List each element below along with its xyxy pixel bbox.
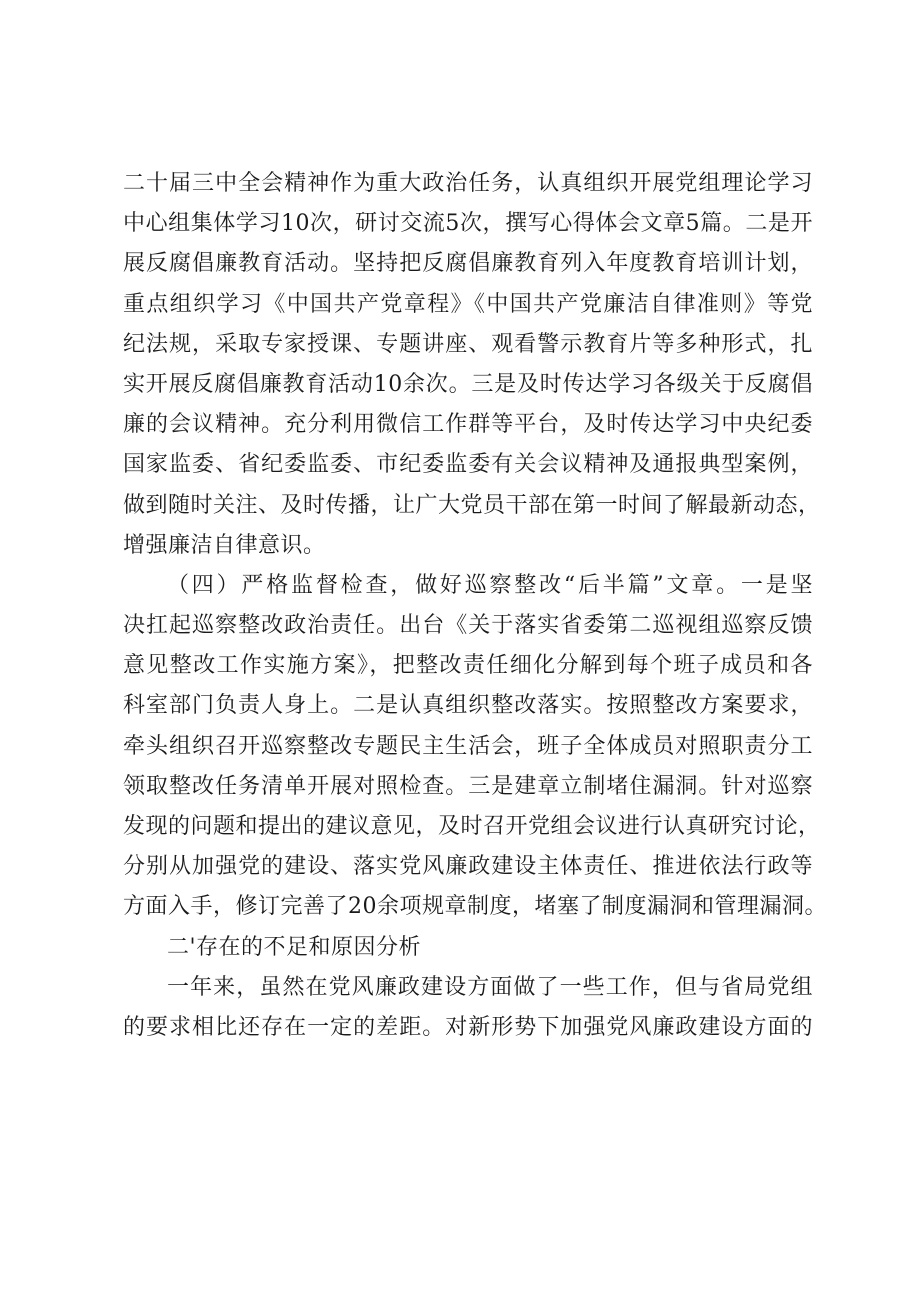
paragraph-line: 一年来，虽然在党风廉政建设方面做了一些工作，但与省局党组	[167, 974, 813, 1000]
paragraph-line: 国家监委、省纪委监委、市纪委监委有关会议精神及通报典型案例，	[123, 452, 813, 478]
paragraph-line: 做到随时关注、及时传播，让广大党员干部在第一时间了解最新动态，	[123, 492, 821, 518]
paragraph-line: 牵头组织召开巡察整改专题民主生活会，班子全体成员对照职责分工	[123, 733, 813, 759]
paragraph-line: 领取整改任务清单开展对照检查。三是建章立制堵住漏洞。针对巡察	[123, 773, 813, 799]
section-heading: 二'存在的不足和原因分析	[167, 934, 422, 960]
paragraph-line: 增强廉洁自律意识。	[123, 532, 326, 558]
paragraph-line: 分别从加强党的建设、落实党风廉政建设主体责任、推进依法行政等	[123, 854, 813, 880]
paragraph-line: 科室部门负责人身上。二是认真组织整改落实。按照整改方案要求，	[123, 693, 813, 719]
paragraph-line: 廉的会议精神。充分利用微信工作群等平台，及时传达学习中央纪委	[123, 412, 813, 438]
paragraph-line: 中心组集体学习10次，研讨交流5次，撰写心得体会文章5篇。二是开	[123, 211, 813, 237]
paragraph-line: 展反腐倡廉教育活动。坚持把反腐倡廉教育列入年度教育培训计划，	[123, 251, 813, 277]
paragraph-line: 二十届三中全会精神作为重大政治任务，认真组织开展党组理论学习	[123, 171, 813, 196]
paragraph-line: 决扛起巡察整改政治责任。出台《关于落实省委第二巡视组巡察反馈	[123, 613, 813, 639]
paragraph-line: 纪法规，采取专家授课、专题讲座、观看警示教育片等多种形式，扎	[123, 331, 813, 357]
paragraph-line: 发现的问题和提出的建议意见，及时召开党组会议进行认真研究讨论，	[123, 814, 821, 839]
paragraph-line: 的要求相比还存在一定的差距。对新形势下加强党风廉政建设方面的	[123, 1014, 813, 1040]
section-four-line: （四）严格监督检查，做好巡察整改“后半篇”文章。一是坚	[167, 572, 813, 598]
paragraph-line: 重点组织学习《中国共产党章程》《中国共产党廉洁自律准则》等党	[123, 291, 813, 317]
paragraph-line: 方面入手，修订完善了20余项规章制度，堵塞了制度漏洞和管理漏洞。	[123, 894, 827, 920]
paragraph-line: 实开展反腐倡廉教育活动10余次。三是及时传达学习各级关于反腐倡	[123, 371, 813, 397]
paragraph-line: 意见整改工作实施方案》，把整改责任细化分解到每个班子成员和各	[123, 653, 813, 679]
document-body	[123, 164, 827, 1048]
